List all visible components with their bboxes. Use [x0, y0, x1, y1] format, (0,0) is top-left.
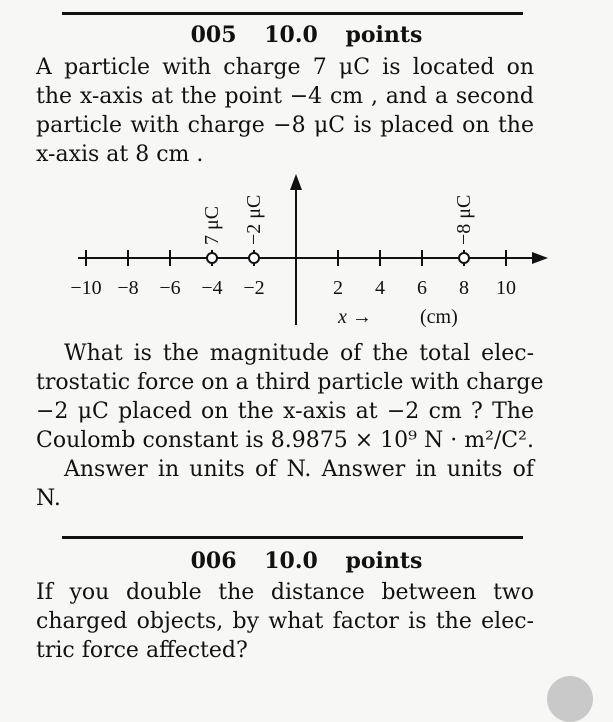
- question-points: 10.0 points: [264, 548, 423, 574]
- tick-label: −6: [159, 277, 181, 299]
- intro-line: x-axis at 8 cm .: [36, 142, 204, 167]
- charge-label-7uC: 7 μC: [201, 205, 223, 245]
- question-points: 10.0 points: [264, 22, 423, 48]
- tick-label: 10: [496, 277, 516, 299]
- question-line: If you double the distance between two: [36, 580, 534, 605]
- tick-label: 6: [417, 277, 427, 299]
- question-line: Answer in units of N. Answer in units of: [64, 457, 534, 482]
- tick-label: −2: [243, 277, 265, 299]
- question-005-intro: [36, 53, 534, 169]
- tick-label: 2: [333, 277, 343, 299]
- unit-label: (cm): [420, 306, 458, 328]
- tick-label: −4: [201, 277, 223, 299]
- charge-marker-7uC: [207, 253, 217, 263]
- intro-line: particle with charge −8 μC is placed on the: [36, 113, 534, 138]
- question-number: 006: [190, 548, 237, 574]
- charge-label-minus2uC: −2 μC: [243, 194, 265, 245]
- question-006-header: [0, 548, 613, 574]
- floating-action-button[interactable]: [547, 676, 593, 722]
- x-axis-arrowhead: [532, 252, 548, 264]
- question-line: charged objects, by what factor is the elec-: [36, 609, 534, 634]
- tick-label: −8: [117, 277, 139, 299]
- tick-label: 4: [375, 277, 385, 299]
- question-005-body: [36, 339, 544, 513]
- question-line: N.: [36, 486, 61, 511]
- charge-marker-minus8uC: [459, 253, 469, 263]
- question-number: 005: [190, 22, 237, 48]
- charge-marker-minus2uC: [249, 253, 259, 263]
- question-line: What is the magnitude of the total elec-: [64, 341, 534, 366]
- intro-line: the x-axis at the point −4 cm , and a second: [36, 84, 534, 109]
- intro-line: A particle with charge 7 μC is located on: [36, 55, 534, 80]
- charge-label-minus8uC: −8 μC: [453, 194, 475, 245]
- y-axis-arrowhead: [290, 174, 302, 190]
- question-line: trostatic force on a third particle with charge: [36, 370, 544, 395]
- question-line: Coulomb constant is 8.9875 × 10⁹ N · m²/C².: [36, 428, 534, 453]
- question-005-header: [0, 22, 613, 48]
- question-line: tric force affected?: [36, 638, 248, 663]
- question-006-body: [36, 578, 534, 665]
- section-rule: [62, 536, 523, 539]
- tick-label: −10: [70, 277, 102, 299]
- top-rule: [62, 12, 523, 15]
- question-line: −2 μC placed on the x-axis at −2 cm ? The: [36, 399, 534, 424]
- charge-axis-diagram: [0, 165, 613, 340]
- tick-label: 8: [459, 277, 469, 299]
- axis-label: x →: [338, 306, 372, 328]
